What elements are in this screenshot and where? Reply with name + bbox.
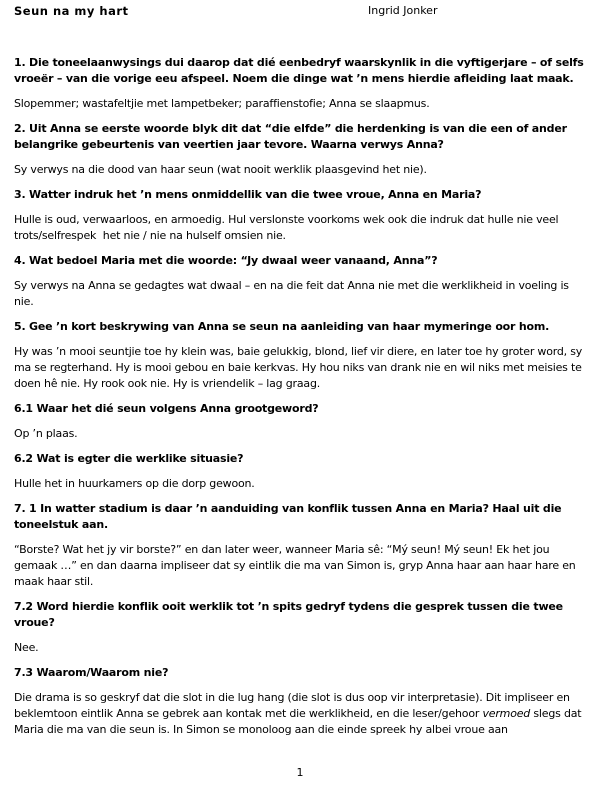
qa-block-3 xyxy=(14,187,586,244)
question-6-2: 6.2 Wat is egter die werklike situasie? xyxy=(14,452,244,465)
question-4: 4. Wat bedoel Maria met die woorde: “Jy dwaal weer vanaand, Anna”? xyxy=(14,254,438,267)
document-title: Seun na my hart xyxy=(14,4,129,18)
question-7-2: 7.2 Word hierdie konflik ooit werklik tot ’n spits gedryf tydens die gesprek tussen die twee vroue? xyxy=(14,600,567,629)
question-7-3: 7.3 Waarom/Waarom nie? xyxy=(14,666,169,679)
qa-block-6-1 xyxy=(14,401,586,442)
question-6-1: 6.1 Waar het dié seun volgens Anna grootgeword? xyxy=(14,402,319,415)
question-7-1: 7. 1 In watter stadium is daar ’n aanduiding van konflik tussen Anna en Maria? Haal uit die toneelstuk aan. xyxy=(14,502,566,531)
answer-3: Hulle is oud, verwaarloos, en armoedig. Hul verslonste voorkoms wek ook die indruk dat hulle nie veel trots/selfrespek het nie / nie na hulself omsien nie. xyxy=(14,213,562,242)
answer-7-3-emphasis: vermoed xyxy=(482,707,531,720)
qa-block-1 xyxy=(14,55,586,112)
question-3: 3. Watter indruk het ’n mens onmiddellik van die twee vroue, Anna en Maria? xyxy=(14,188,482,201)
question-2: 2. Uit Anna se eerste woorde blyk dit dat “die elfde” die herdenking is van die een of ander belangrike gebeurtenis van veertien jaar tevore. Waarna verwys Anna? xyxy=(14,122,571,151)
answer-7-3 xyxy=(14,690,586,738)
answer-7-3-text: Die drama is so geskryf dat die slot in die lug hang (die slot is dus oop vir interpretasie). Dit impliseer en beklemtoon eintlik Anna se gebrek aan kontak met die werklikheid, en die leser/gehoor xyxy=(14,691,574,720)
qa-block-2 xyxy=(14,121,586,178)
document-footer xyxy=(0,765,600,781)
document-author: Ingrid Jonker xyxy=(368,4,438,17)
qa-block-6-2 xyxy=(14,451,586,492)
document-header xyxy=(14,3,586,19)
question-5: 5. Gee ’n kort beskrywing van Anna se seun na aanleiding van haar mymeringe oor hom. xyxy=(14,320,550,333)
question-1: 1. Die toneelaanwysings dui daarop dat dié eenbedryf waarskynlik in die vyftigerjare – of selfs vroeër – van die vorige eeu afspeel. Noem die dinge wat ’n mens hierdie afleiding laat maak. xyxy=(14,56,588,85)
qa-block-7-2 xyxy=(14,599,586,656)
answer-7-2: Nee. xyxy=(14,641,39,654)
answer-7-1: “Borste? Wat het jy vir borste?” en dan later weer, wanneer Maria sê: “Mý seun! Mý seun! Ek het jou gemaak …” en dan daarna impliseer dat sy eintlik die ma van Simon is, gryp Anna haar aan haar hare en maak haar stil. xyxy=(14,543,579,588)
answer-7-3-text-continued: slegs dat Maria die ma van die seun is. In Simon se monoloog aan die einde spreek hy albei vroue aan xyxy=(14,707,585,736)
answer-6-2: Hulle het in huurkamers op die dorp gewoon. xyxy=(14,477,255,490)
qa-block-4 xyxy=(14,253,586,310)
qa-block-5 xyxy=(14,319,586,392)
qa-block-7-3 xyxy=(14,665,586,738)
answer-1: Slopemmer; wastafeltjie met lampetbeker; paraffienstofie; Anna se slaapmus. xyxy=(14,97,430,110)
page-number: 1 xyxy=(296,766,304,779)
qa-block-7-1 xyxy=(14,501,586,590)
answer-2: Sy verwys na die dood van haar seun (wat nooit werklik plaasgevind het nie). xyxy=(14,163,427,176)
answer-5: Hy was ’n mooi seuntjie toe hy klein was, baie gelukkig, blond, lief vir diere, en later toe hy groter word, sy ma se regterhand. Hy is mooi gebou en baie kerkvas. Hy hou niks van drank nie en wil niks met meisies te doen hê nie. Hy rook ook nie. Hy is vriendelik – lag graag. xyxy=(14,345,586,390)
answer-6-1: Op ’n plaas. xyxy=(14,427,78,440)
answer-4: Sy verwys na Anna se gedagtes wat dwaal – en na die feit dat Anna nie met die werklikheid in voeling is nie. xyxy=(14,279,573,308)
